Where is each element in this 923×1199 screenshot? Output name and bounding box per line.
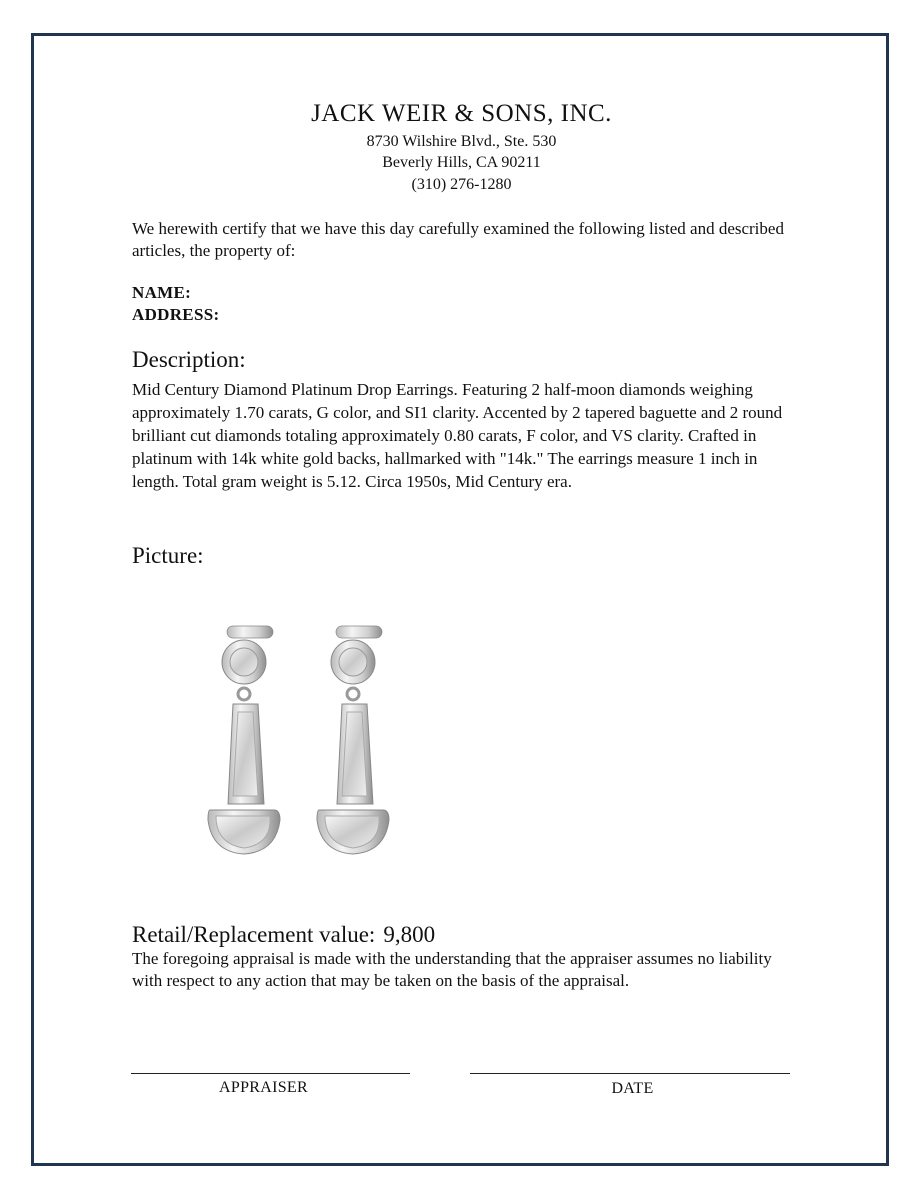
left-earring [208, 626, 280, 854]
date-label: DATE [611, 1080, 654, 1097]
company-phone: (310) 276-1280 [411, 176, 512, 193]
picture-heading: Picture: [132, 543, 204, 568]
name-label: NAME: [132, 283, 192, 302]
document-border [31, 33, 889, 1166]
earrings-photo [200, 612, 400, 862]
retail-value-amount: 9,800 [383, 922, 436, 947]
appraiser-label: APPRAISER [219, 1079, 308, 1096]
company-address-line1: 8730 Wilshire Blvd., Ste. 530 [366, 133, 557, 150]
disclaimer-text: The foregoing appraisal is made with the understanding that the appraiser assumes no liability with respect to any action that may be taken on the basis of the appraisal. [132, 949, 772, 990]
certify-statement: We herewith certify that we have this day carefully examined the following listed and described articles, the property of: [132, 219, 784, 260]
right-earring [317, 626, 389, 854]
description-heading: Description: [132, 347, 246, 372]
address-label: ADDRESS: [132, 305, 220, 324]
retail-value-line [132, 922, 802, 948]
appraiser-signature-line [131, 1073, 410, 1074]
retail-value-label: Retail/Replacement value: [132, 922, 376, 947]
company-name: JACK WEIR & SONS, INC. [311, 100, 612, 127]
company-address-line2: Beverly Hills, CA 90211 [382, 154, 541, 171]
earrings-illustration [200, 612, 400, 862]
description-text: Mid Century Diamond Platinum Drop Earrings. Featuring 2 half-moon diamonds weighing approximately 1.70 carats, G color, and SI1 clarity. Accented by 2 tapered baguette and 2 round brilliant cut diamonds totaling approximately 0.80 carats, F color, and VS clarity. Crafted in platinum with 14k white gold backs, hallmarked with "14k." The earrings measure 1 inch in length. Total gram weight is 5.12. Circa 1950s, Mid Century era. [132, 380, 783, 491]
date-signature-line [470, 1073, 790, 1074]
